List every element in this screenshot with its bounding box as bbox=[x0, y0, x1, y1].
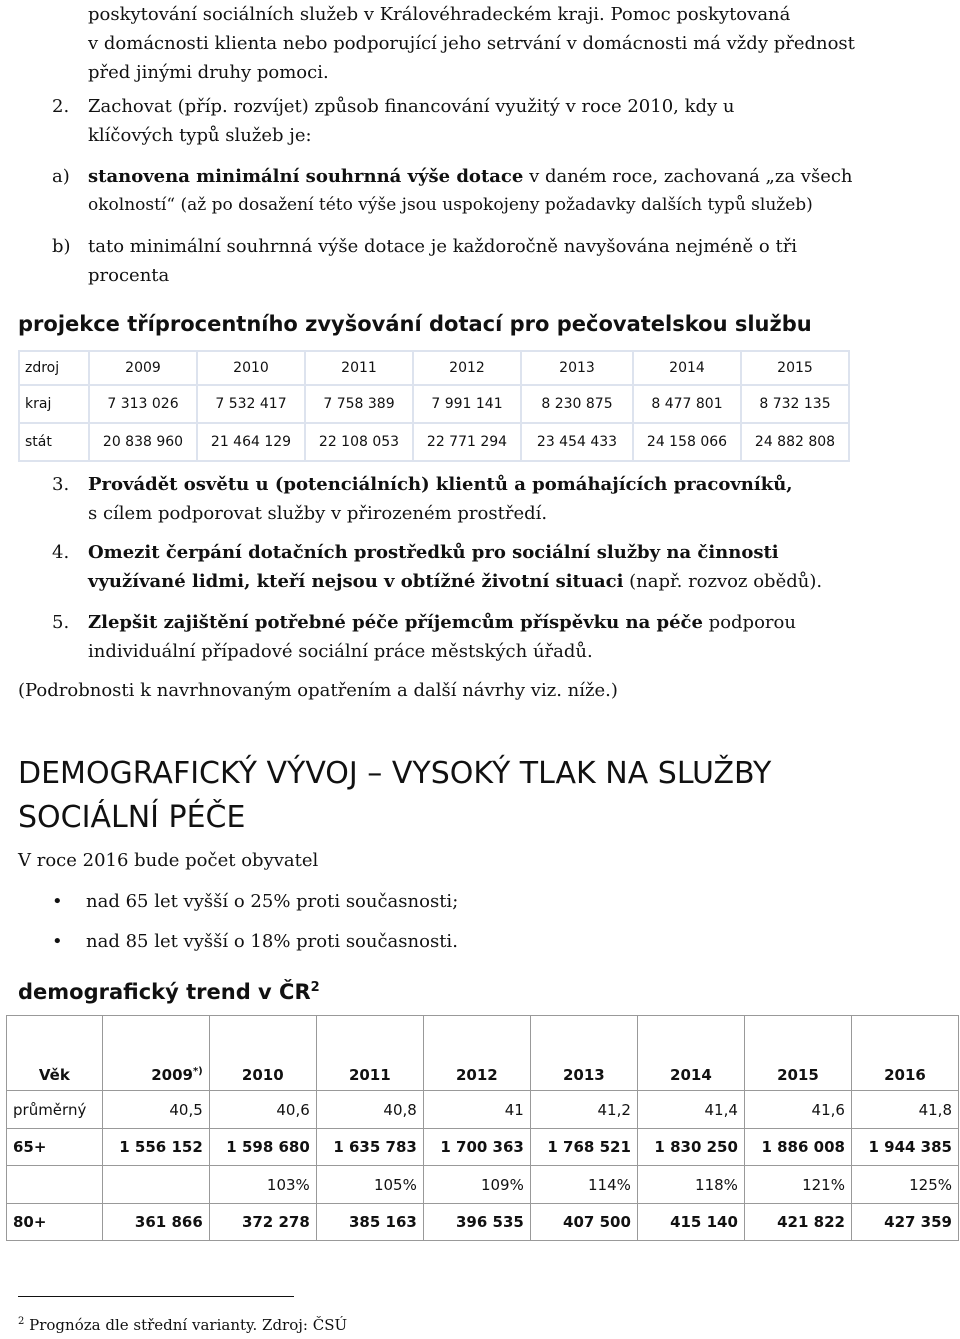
item-bold-text: Zlepšit zajištění potřebné péče příjemcům příspěvku na péče bbox=[88, 612, 703, 633]
item-line: klíčových typů služeb je: bbox=[88, 125, 312, 146]
table-cell: 114% bbox=[530, 1166, 637, 1204]
table-cell: 1 944 385 bbox=[851, 1129, 958, 1166]
table-header-cell: 2011 bbox=[316, 1016, 423, 1091]
table-header-cell: 2010 bbox=[209, 1016, 316, 1091]
table-cell: 385 163 bbox=[316, 1204, 423, 1241]
table-row bbox=[7, 1091, 959, 1129]
measure-item-4 bbox=[52, 538, 932, 596]
table-cell: 396 535 bbox=[423, 1204, 530, 1241]
table-cell: 1 768 521 bbox=[530, 1129, 637, 1166]
list-item: • nad 85 let vyšší o 18% proti současnosti. bbox=[40, 926, 458, 966]
table-cell: 361 866 bbox=[102, 1204, 209, 1241]
table-cell: 372 278 bbox=[209, 1204, 316, 1241]
table-cell: 41,2 bbox=[530, 1091, 637, 1129]
table-cell: 8 477 801 bbox=[633, 385, 741, 423]
table-cell: stát bbox=[19, 423, 89, 461]
item-text: (např. rozvoz obědů). bbox=[623, 571, 823, 592]
table-cell: průměrný bbox=[7, 1091, 103, 1129]
table-header-cell: 2009 bbox=[89, 351, 197, 385]
table-cell: 41,8 bbox=[851, 1091, 958, 1129]
table-row bbox=[19, 385, 849, 423]
table-cell bbox=[102, 1166, 209, 1204]
table-cell: 40,8 bbox=[316, 1091, 423, 1129]
table-cell: 8 230 875 bbox=[521, 385, 633, 423]
measure-item-5 bbox=[52, 608, 932, 666]
table-header-cell: 2014 bbox=[637, 1016, 744, 1091]
table-cell: 20 838 960 bbox=[89, 423, 197, 461]
item-line: s cílem podporovat služby v přirozeném prostředí. bbox=[88, 503, 548, 524]
table-cell bbox=[7, 1166, 103, 1204]
table-cell: 103% bbox=[209, 1166, 316, 1204]
intro-paragraph bbox=[88, 0, 938, 87]
list-item: • nad 65 let vyšší o 25% proti současnosti; bbox=[40, 886, 458, 926]
table-cell: 1 598 680 bbox=[209, 1129, 316, 1166]
item-text: v daném roce, zachovaná „za všech bbox=[523, 166, 853, 187]
table-row bbox=[7, 1204, 959, 1241]
table-header-text: 2009 bbox=[151, 1066, 193, 1084]
footnote-ref: 2 bbox=[310, 980, 320, 995]
bullet-list bbox=[40, 886, 458, 966]
heading-line: DEMOGRAFICKÝ VÝVOJ – VYSOKÝ TLAK NA SLUŽBY bbox=[18, 756, 772, 791]
table-cell: 7 532 417 bbox=[197, 385, 305, 423]
table-cell: 65+ bbox=[7, 1129, 103, 1166]
table-cell: 41 bbox=[423, 1091, 530, 1129]
table-cell: 1 886 008 bbox=[744, 1129, 851, 1166]
table-cell: 22 771 294 bbox=[413, 423, 521, 461]
table-header-cell: 2015 bbox=[741, 351, 849, 385]
table-cell: 24 158 066 bbox=[633, 423, 741, 461]
table-cell: 427 359 bbox=[851, 1204, 958, 1241]
table-header-cell: 2013 bbox=[521, 351, 633, 385]
table2-title bbox=[18, 980, 320, 1004]
table-cell: 7 758 389 bbox=[305, 385, 413, 423]
population-intro: V roce 2016 bude počet obyvatel bbox=[18, 850, 319, 871]
table-row bbox=[7, 1129, 959, 1166]
item-bold-text: Provádět osvětu u (potenciálních) klientů a pomáhajících pracovníků, bbox=[88, 474, 793, 495]
table-cell: 80+ bbox=[7, 1204, 103, 1241]
item-line: procenta bbox=[88, 265, 170, 286]
table-cell: 421 822 bbox=[744, 1204, 851, 1241]
table-header-row bbox=[7, 1016, 959, 1091]
footnote-separator bbox=[18, 1296, 294, 1297]
table-header-cell: 2016 bbox=[851, 1016, 958, 1091]
table-header-cell: 2013 bbox=[530, 1016, 637, 1091]
item-letter: a) bbox=[52, 166, 70, 187]
measure-item-b bbox=[52, 232, 932, 290]
item-bold-text: stanovena minimální souhrnná výše dotace bbox=[88, 166, 524, 187]
table2-title-text: demografický trend v ČR bbox=[18, 980, 311, 1004]
item-number: 3. bbox=[52, 474, 70, 495]
table-header-row bbox=[19, 351, 849, 385]
table-header-cell: 2015 bbox=[744, 1016, 851, 1091]
table-cell: 1 556 152 bbox=[102, 1129, 209, 1166]
table-cell: 8 732 135 bbox=[741, 385, 849, 423]
section-heading bbox=[18, 752, 918, 840]
item-line: okolností“ (až po dosažení této výše jsou uspokojeny požadavky dalších typů služeb) bbox=[88, 195, 813, 215]
table-cell: 121% bbox=[744, 1166, 851, 1204]
table-header-cell: zdroj bbox=[19, 351, 89, 385]
table-cell: 7 991 141 bbox=[413, 385, 521, 423]
heading-line: SOCIÁLNÍ PÉČE bbox=[18, 800, 246, 835]
table-header-cell: 2014 bbox=[633, 351, 741, 385]
item-line: tato minimální souhrnná výše dotace je každoročně navyšována nejméně o tři bbox=[88, 236, 798, 257]
item-number: 2. bbox=[52, 96, 70, 117]
footnote-text: Prognóza dle střední varianty. Zdroj: ČSÚ bbox=[24, 1316, 348, 1334]
table-cell: kraj bbox=[19, 385, 89, 423]
footnote-ref: *) bbox=[192, 1066, 203, 1077]
item-bold-text: využívané lidmi, kteří nejsou v obtížné životní situaci bbox=[88, 571, 624, 592]
details-note: (Podrobnosti k navrhnovaným opatřením a další návrhy viz. níže.) bbox=[18, 680, 618, 701]
table-cell: 125% bbox=[851, 1166, 958, 1204]
table-cell: 40,6 bbox=[209, 1091, 316, 1129]
table-cell: 24 882 808 bbox=[741, 423, 849, 461]
table-cell: 1 635 783 bbox=[316, 1129, 423, 1166]
table-cell: 21 464 129 bbox=[197, 423, 305, 461]
intro-line: v domácnosti klienta nebo podporující jeho setrvání v domácnosti má vždy přednost bbox=[88, 33, 855, 54]
measure-item-2 bbox=[52, 92, 932, 150]
table-header-cell: 2011 bbox=[305, 351, 413, 385]
item-line: individuální případové sociální práce městských úřadů. bbox=[88, 641, 593, 662]
table-row bbox=[7, 1166, 959, 1204]
table-cell: 407 500 bbox=[530, 1204, 637, 1241]
table-cell: 1 830 250 bbox=[637, 1129, 744, 1166]
table-cell: 41,4 bbox=[637, 1091, 744, 1129]
table-header-cell: 2010 bbox=[197, 351, 305, 385]
item-text: podporou bbox=[702, 612, 796, 633]
table-cell: 40,5 bbox=[102, 1091, 209, 1129]
intro-line: před jinými druhy pomoci. bbox=[88, 62, 329, 83]
table-cell: 23 454 433 bbox=[521, 423, 633, 461]
table-cell: 1 700 363 bbox=[423, 1129, 530, 1166]
item-letter: b) bbox=[52, 236, 71, 257]
intro-line: poskytování sociálních služeb v Královéhradeckém kraji. Pomoc poskytovaná bbox=[88, 4, 791, 25]
measure-item-a bbox=[52, 162, 932, 220]
measure-item-3 bbox=[52, 470, 932, 528]
table-header-cell: Věk bbox=[7, 1016, 103, 1091]
table-cell: 105% bbox=[316, 1166, 423, 1204]
table-header-cell bbox=[102, 1016, 209, 1091]
item-line: Zachovat (příp. rozvíjet) způsob financování využitý v roce 2010, kdy u bbox=[88, 96, 735, 117]
item-number: 5. bbox=[52, 612, 70, 633]
table-cell: 109% bbox=[423, 1166, 530, 1204]
demographic-table bbox=[6, 1015, 959, 1241]
table-cell: 22 108 053 bbox=[305, 423, 413, 461]
item-number: 4. bbox=[52, 542, 70, 563]
footnote-mark: 2 bbox=[18, 1316, 25, 1327]
table-header-cell: 2012 bbox=[413, 351, 521, 385]
table1-title: projekce tříprocentního zvyšování dotací pro pečovatelskou službu bbox=[18, 312, 812, 336]
table-cell: 7 313 026 bbox=[89, 385, 197, 423]
projection-table bbox=[18, 350, 850, 462]
table-cell: 415 140 bbox=[637, 1204, 744, 1241]
table-row bbox=[19, 423, 849, 461]
item-bold-text: Omezit čerpání dotačních prostředků pro sociální služby na činnosti bbox=[88, 542, 779, 563]
table-cell: 41,6 bbox=[744, 1091, 851, 1129]
table-header-cell: 2012 bbox=[423, 1016, 530, 1091]
footnote bbox=[18, 1316, 347, 1334]
table-cell: 118% bbox=[637, 1166, 744, 1204]
